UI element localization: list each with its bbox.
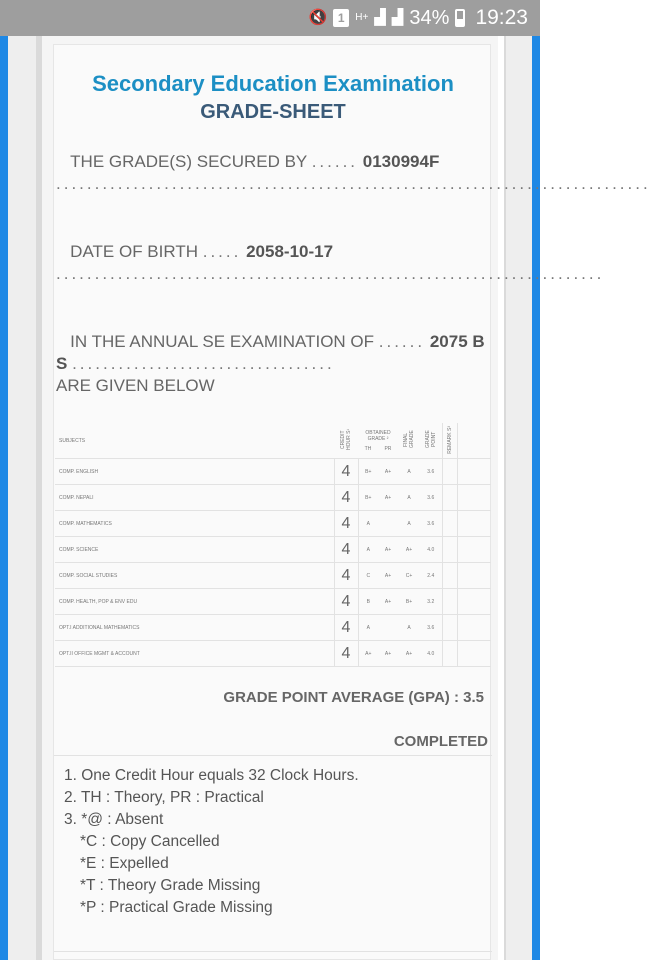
practical-grade-cell: A+: [378, 459, 398, 485]
final-grade-cell: A+: [398, 537, 420, 563]
remark-spacer-cell: [457, 641, 491, 667]
footnote: *E : Expelled: [80, 855, 169, 872]
table-row: [55, 511, 491, 537]
sim-1-icon: 1: [333, 9, 349, 27]
remark-cell: [442, 485, 457, 511]
remark-cell: [442, 641, 457, 667]
credit-hour-cell: 4: [334, 537, 358, 563]
result-status: COMPLETED: [393, 733, 488, 750]
credit-hour-cell: 4: [334, 563, 358, 589]
footnote: *C : Copy Cancelled: [80, 833, 220, 850]
remark-spacer-cell: [457, 563, 491, 589]
credit-hour-cell: 4: [334, 641, 358, 667]
dob-label: DATE OF BIRTH: [70, 242, 198, 261]
exam-year: 2075 BS: [56, 332, 485, 373]
signal-icon: ▟: [391, 9, 404, 26]
remark-spacer-cell: [457, 615, 491, 641]
grades-secured-by-line: THE GRADE(S) SECURED BY ...... 0130994F .............................................................................: [56, 152, 651, 193]
clock: 19:23: [475, 6, 528, 29]
remark-cell: [442, 537, 457, 563]
h-plus-data-icon: H+: [355, 12, 369, 23]
grade-point-cell: 3.6: [420, 459, 442, 485]
table-row: [55, 615, 491, 641]
theory-grade-cell: B+: [358, 485, 378, 511]
final-grade-cell: B+: [398, 589, 420, 615]
practical-grade-cell: A+: [378, 485, 398, 511]
left-gutter: [8, 36, 38, 960]
grade-point-header: GRADE POINT: [420, 423, 442, 459]
practical-grade-cell: A+: [378, 563, 398, 589]
table-row: [55, 459, 491, 485]
grades-table: [55, 423, 491, 667]
grade-point-cell: 3.6: [420, 511, 442, 537]
left-frame-border: [0, 36, 8, 960]
credit-hour-cell: 4: [334, 485, 358, 511]
remark-spacer-cell: [457, 537, 491, 563]
remark-spacer-cell: [457, 589, 491, 615]
practical-grade-cell: A+: [378, 589, 398, 615]
footnote: 2. TH : Theory, PR : Practical: [64, 789, 264, 806]
status-icons: [309, 6, 528, 30]
grade-point-cell: 4.0: [420, 537, 442, 563]
given-below-label: ARE GIVEN BELOW: [56, 376, 215, 395]
remark-spacer-cell: [457, 511, 491, 537]
pr-header: PR: [384, 445, 392, 452]
theory-grade-cell: A: [358, 537, 378, 563]
practical-grade-cell: A+: [378, 641, 398, 667]
obtained-grade-header: OBTAINED GRADE ² TH PR: [358, 423, 398, 459]
remark-cell: [442, 589, 457, 615]
subject-cell: COMP. SCIENCE: [55, 537, 334, 563]
table-row: [55, 485, 491, 511]
footnote: *P : Practical Grade Missing: [80, 899, 273, 916]
th-header: TH: [364, 445, 372, 452]
credit-hour-cell: 4: [334, 459, 358, 485]
subject-cell: OPT.I ADDITIONAL MATHEMATICS: [55, 615, 334, 641]
secured-by-label: THE GRADE(S) SECURED BY: [70, 152, 307, 171]
subject-cell: OPT.II OFFICE MGMT & ACCOUNT: [55, 641, 334, 667]
final-grade-cell: C+: [398, 563, 420, 589]
exam-year-label: IN THE ANNUAL SE EXAMINATION OF: [70, 332, 375, 351]
subject-cell: COMP. ENGLISH: [55, 459, 334, 485]
subject-cell: COMP. SOCIAL STUDIES: [55, 563, 334, 589]
remark-spacer-cell: [457, 485, 491, 511]
practical-grade-cell: [378, 511, 398, 537]
grade-point-cell: 3.6: [420, 485, 442, 511]
exam-title: Secondary Education Examination: [92, 71, 454, 96]
theory-grade-cell: A: [358, 615, 378, 641]
remark-cell: [442, 511, 457, 537]
signal-icon: ▟: [374, 9, 386, 26]
remark-cell: [442, 459, 457, 485]
footnotes-list: [64, 765, 359, 919]
theory-grade-cell: B: [358, 589, 378, 615]
practical-grade-cell: A+: [378, 537, 398, 563]
mute-icon: 🔇: [308, 9, 328, 26]
footnote: 3. *@ : Absent: [64, 811, 164, 828]
final-grade-cell: A+: [398, 641, 420, 667]
table-row: [55, 537, 491, 563]
final-grade-cell: A: [398, 511, 420, 537]
grade-point-cell: 2.4: [420, 563, 442, 589]
remarks-header: REMARK S³: [442, 423, 457, 459]
final-grade-header: FINAL GRADE: [398, 423, 420, 459]
grade-point-cell: 3.6: [420, 615, 442, 641]
remark-spacer-cell: [457, 459, 491, 485]
sheet-subtitle: GRADE-SHEET: [200, 101, 346, 123]
exam-year-line: IN THE ANNUAL SE EXAMINATION OF ...... 2075 BS .................................. ARE GIVEN BELOW: [56, 332, 485, 395]
divider: [54, 951, 492, 952]
final-grade-cell: A: [398, 459, 420, 485]
theory-grade-cell: A+: [358, 641, 378, 667]
gpa-summary: GRADE POINT AVERAGE (GPA) : 3.5: [223, 689, 484, 706]
date-of-birth-line: DATE OF BIRTH ..... 2058-10-17 .......................................................................: [56, 242, 605, 283]
table-row: [55, 589, 491, 615]
theory-grade-cell: A: [358, 511, 378, 537]
grade-point-cell: 4.0: [420, 641, 442, 667]
subject-cell: COMP. HEALTH, POP & ENV EDU: [55, 589, 334, 615]
battery-icon: [455, 9, 465, 27]
status-bar: [0, 0, 540, 36]
grade-point-cell: 3.2: [420, 589, 442, 615]
remark-cell: [442, 563, 457, 589]
theory-grade-cell: B+: [358, 459, 378, 485]
table-row: [55, 563, 491, 589]
divider: [54, 755, 492, 756]
symbol-number: 0130994F: [362, 152, 440, 171]
final-grade-cell: A: [398, 485, 420, 511]
footnote: 1. One Credit Hour equals 32 Clock Hours.: [64, 767, 359, 784]
theory-grade-cell: C: [358, 563, 378, 589]
remark-cell: [442, 615, 457, 641]
table-row: [55, 641, 491, 667]
subjects-header: SUBJECTS: [55, 423, 334, 459]
date-of-birth: 2058-10-17: [246, 242, 334, 261]
credit-hour-header: CREDIT HOUR S¹: [334, 423, 358, 459]
final-grade-cell: A: [398, 615, 420, 641]
subject-cell: COMP. NEPALI: [55, 485, 334, 511]
credit-hour-cell: 4: [334, 511, 358, 537]
credit-hour-cell: 4: [334, 589, 358, 615]
remarks-spacer: [457, 423, 491, 459]
footnote: *T : Theory Grade Missing: [80, 877, 261, 894]
credit-hour-cell: 4: [334, 615, 358, 641]
battery-percent: 34%: [409, 6, 450, 29]
practical-grade-cell: [378, 615, 398, 641]
table-header-row: [55, 423, 491, 459]
subject-cell: COMP. MATHEMATICS: [55, 511, 334, 537]
grade-sheet-card: [53, 44, 651, 960]
